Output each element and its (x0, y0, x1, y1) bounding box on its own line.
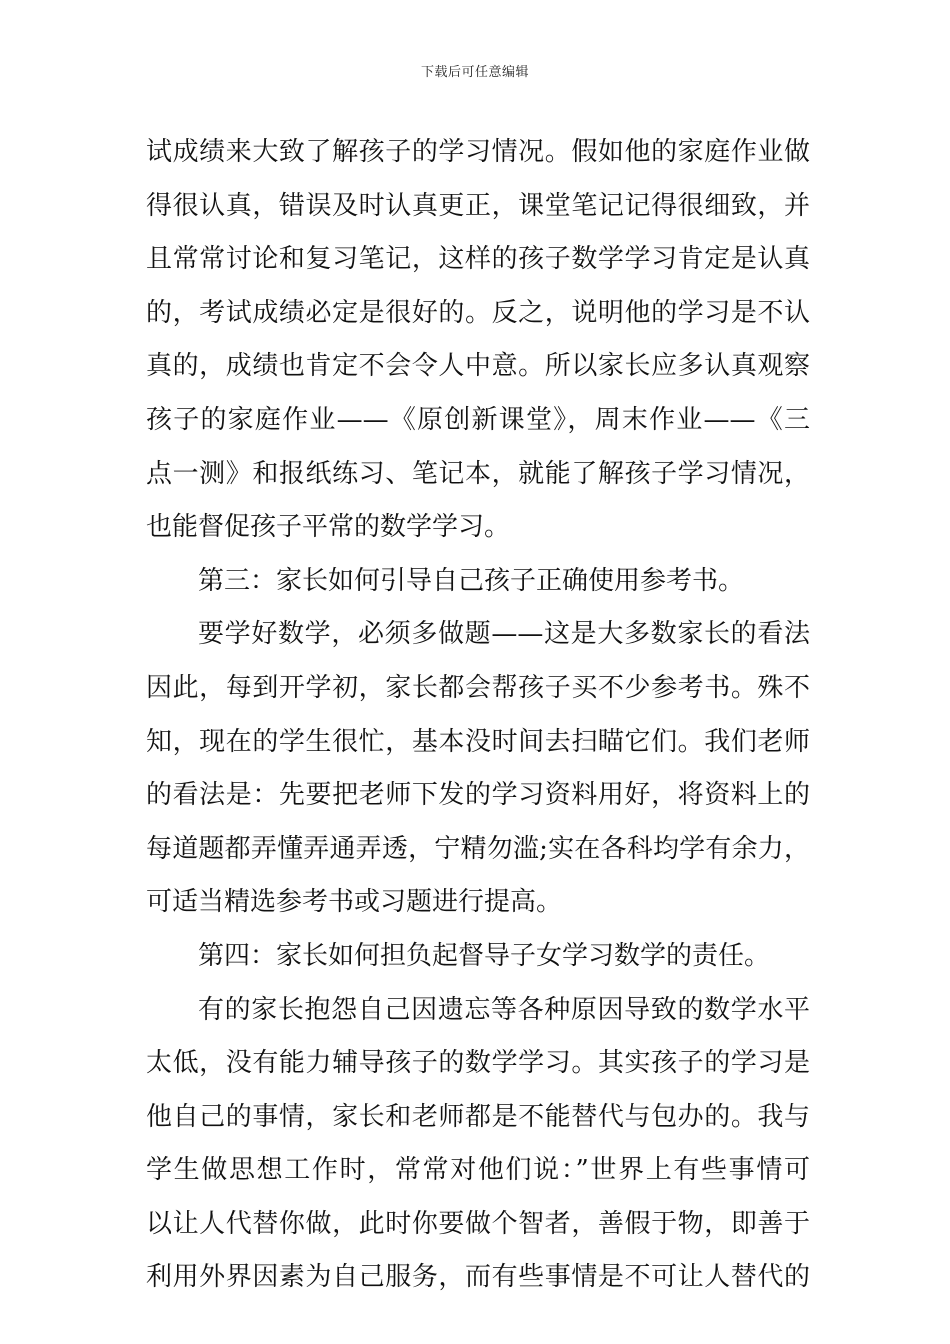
text-line: 也能督促孩子平常的数学学习。 (146, 512, 511, 543)
text-line: 知，现在的学生很忙，基本没时间去扫瞄它们。我们老师 (146, 726, 810, 757)
text-line: 学生做思想工作时，常常对他们说：”世界上有些事情可 (146, 1155, 810, 1186)
text-line: 的看法是：先要把老师下发的学习资料用好，将资料上的 (146, 780, 810, 811)
text-line: 得很认真，错误及时认真更正，课堂笔记记得很细致，并 (146, 190, 810, 221)
text-line: 孩子的家庭作业——《原创新课堂》，周末作业——《三 (146, 404, 810, 435)
text-line: 且常常讨论和复习笔记，这样的孩子数学学习肯定是认真 (146, 244, 810, 275)
text-line: 因此，每到开学初，家长都会帮孩子买不少参考书。殊不 (146, 672, 810, 703)
text-line: 利用外界因素为自己服务，而有些事情是不可让人替代的 (146, 1262, 810, 1293)
text-line: 每道题都弄懂弄通弄透，宁精勿滥;实在各科均学有余力， (146, 833, 810, 864)
text-line: 要学好数学，必须多做题——这是大多数家长的看法 (198, 619, 810, 650)
page-header: 下载后可任意编辑 (420, 65, 529, 80)
body-text (146, 126, 810, 1305)
text-line: 试成绩来大致了解孩子的学习情况。假如他的家庭作业做 (146, 137, 810, 167)
text-line: 太低，没有能力辅导孩子的数学学习。其实孩子的学习是 (146, 1048, 810, 1079)
text-line: 以让人代替你做，此时你要做个智者，善假于物，即善于 (146, 1208, 810, 1239)
text-line: 第四：家长如何担负起督导子女学习数学的责任。 (198, 940, 771, 971)
text-line: 的，考试成绩必定是很好的。反之，说明他的学习是不认 (146, 297, 810, 328)
text-line: 真的，成绩也肯定不会令人中意。所以家长应多认真观察 (146, 351, 810, 382)
text-line: 第三：家长如何引导自己孩子正确使用参考书。 (198, 565, 745, 596)
text-line: 可适当精选参考书或习题进行提高。 (146, 887, 563, 918)
text-line: 有的家长抱怨自己因遗忘等各种原因导致的数学水平 (198, 994, 810, 1025)
text-line: 点一测》和报纸练习、笔记本，就能了解孩子学习情况， (146, 458, 810, 489)
text-line: 他自己的事情，家长和老师都是不能替代与包办的。我与 (146, 1101, 810, 1132)
